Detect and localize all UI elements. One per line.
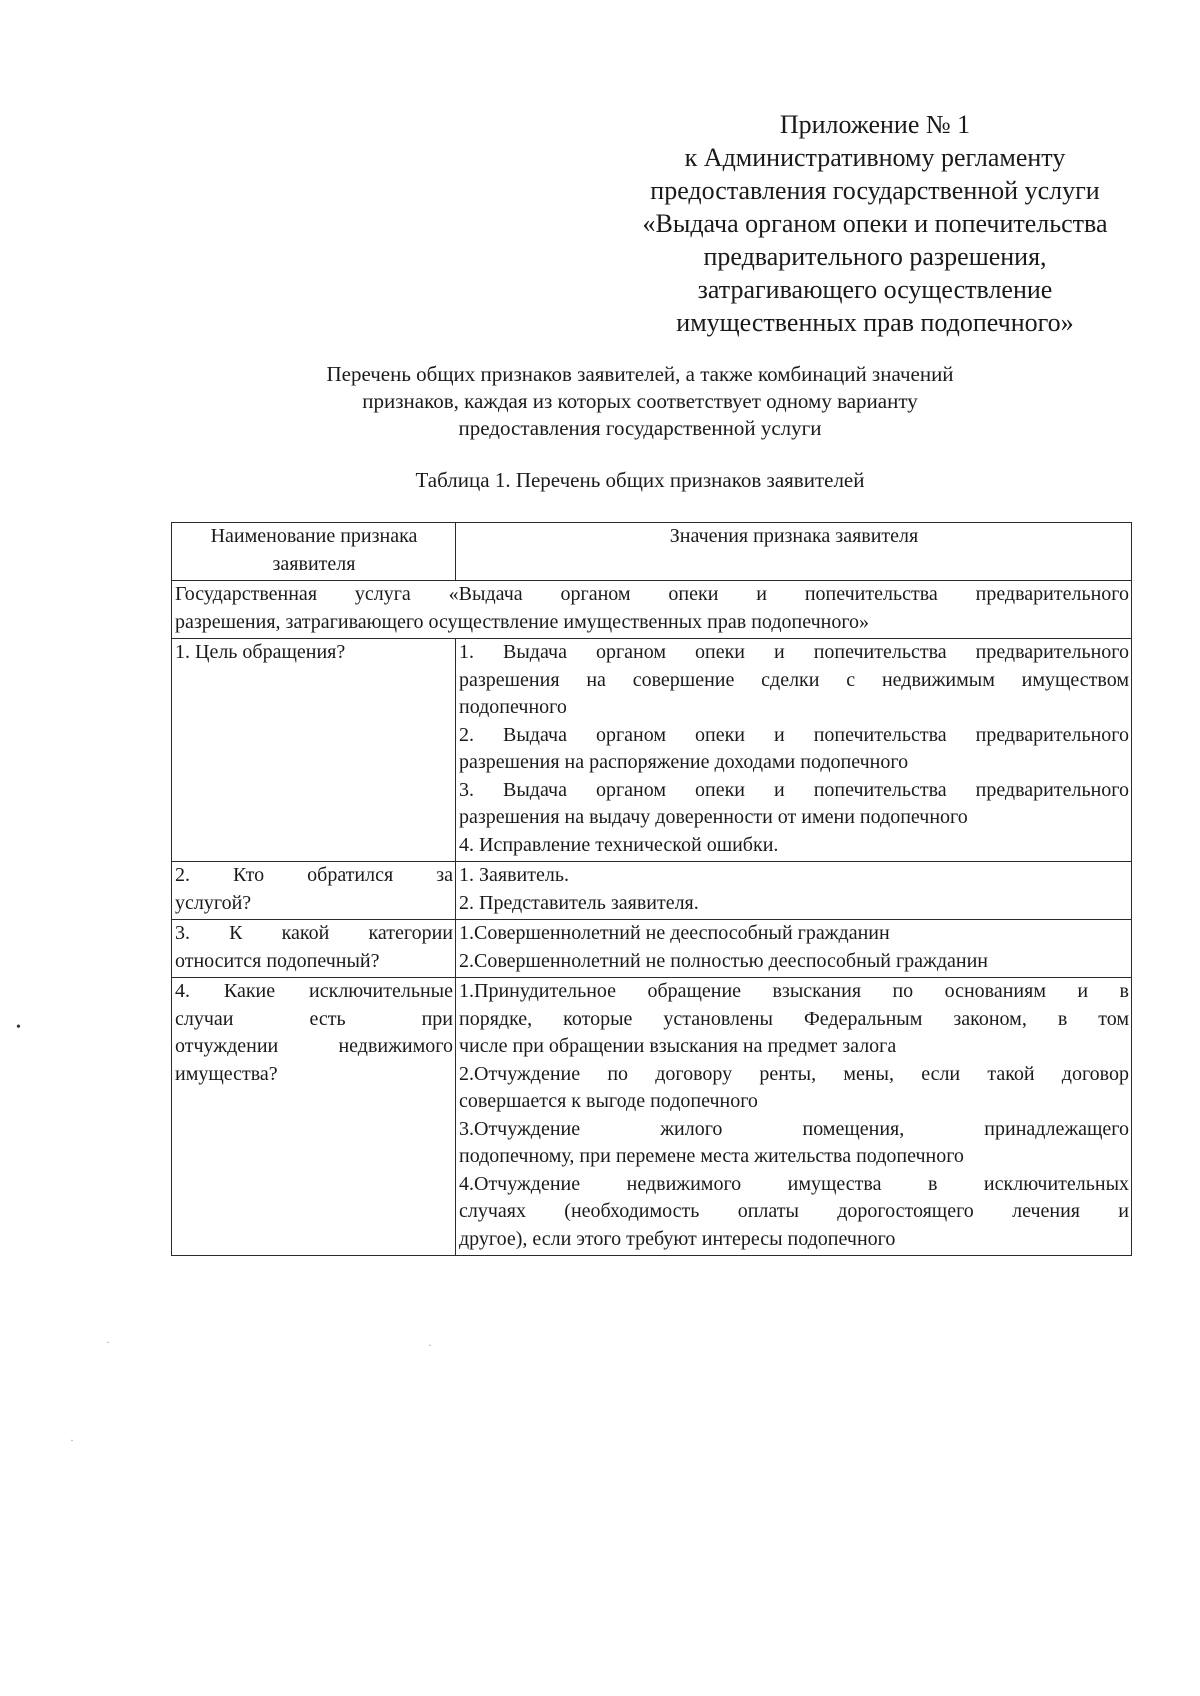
service-row: [172, 581, 1132, 639]
value-line: 1. Выдача органом опеки и попечительства предварительного: [459, 641, 1129, 663]
value-line: разрешения на распоряжение доходами подопечного: [459, 751, 909, 773]
value-line: 2.Отчуждение по договору ренты, мены, если такой договор: [459, 1062, 1129, 1085]
header-line: заявителя: [272, 552, 356, 575]
appendix-line: к Административному регламенту: [684, 143, 1066, 172]
attribute-name-cell: [172, 639, 456, 862]
table-row: [172, 920, 1132, 978]
name-line: 4. Какие исключительные: [175, 980, 453, 1002]
heading-line: признаков, каждая из которых соответствует одному варианту: [362, 389, 918, 413]
appendix-line: предоставления государственной услуги: [650, 176, 1100, 205]
appendix-line: предварительного разрешения,: [703, 242, 1047, 271]
header-cell-attribute-name: [172, 523, 456, 581]
scan-speck: ·: [106, 1335, 110, 1349]
appendix-line: затрагивающего осуществление: [697, 275, 1053, 304]
appendix-line: имущественных прав подопечного»: [676, 308, 1074, 337]
table-caption: Таблица 1. Перечень общих признаков заявителей: [415, 468, 865, 492]
appendix-header: [620, 108, 1130, 339]
table-header-row: [172, 523, 1132, 581]
value-line: подопечному, при перемене места жительства подопечного: [459, 1145, 964, 1167]
attribute-values-cell: [456, 862, 1132, 920]
service-line: разрешения, затрагивающего осуществление имущественных прав подопечного»: [175, 610, 870, 633]
name-line: случаи есть при: [175, 1007, 453, 1030]
table-row: [172, 639, 1132, 862]
attribute-values-cell: [456, 639, 1132, 862]
name-line: имущества?: [175, 1062, 278, 1085]
name-line: 2. Кто обратился за: [175, 864, 453, 886]
value-line: 3. Выдача органом опеки и попечительства предварительного: [459, 778, 1129, 801]
value-line: разрешения на совершение сделки с недвижимым имуществом: [459, 668, 1129, 691]
value-line: 4.Отчуждение недвижимого имущества в исключительных: [459, 1172, 1129, 1195]
document-heading: [240, 361, 1040, 442]
header-line: Наименование признака: [210, 525, 418, 547]
table-row: [172, 862, 1132, 920]
name-line: услугой?: [175, 891, 252, 914]
service-cell: [172, 581, 1132, 639]
name-line: 1. Цель обращения?: [175, 641, 346, 663]
name-line: 3. К какой категории: [175, 922, 453, 944]
value-line: 1.Совершеннолетний не дееспособный гражданин: [459, 922, 890, 944]
value-line: 2. Выдача органом опеки и попечительства предварительного: [459, 723, 1129, 746]
applicant-attributes-table: [171, 522, 1132, 1256]
heading-line: предоставления государственной услуги: [458, 416, 822, 440]
scan-speck: •: [16, 1020, 21, 1035]
value-line: другое), если этого требуют интересы подопечного: [459, 1227, 896, 1250]
service-line: Государственная услуга «Выдача органом опеки и попечительства предварительного: [175, 583, 1129, 605]
header-cell-attribute-values: Значения признака заявителя: [456, 523, 1132, 581]
scan-speck: ·: [428, 1338, 432, 1352]
attribute-name-cell: [172, 978, 456, 1256]
appendix-line: «Выдача органом опеки и попечительства: [642, 209, 1108, 238]
table-row: [172, 978, 1132, 1256]
value-line: 2.Совершеннолетний не полностью дееспособный гражданин: [459, 949, 989, 972]
attribute-values-cell: [456, 920, 1132, 978]
value-line: 1.Принудительное обращение взыскания по основаниям и в: [459, 980, 1129, 1002]
name-line: отчуждении недвижимого: [175, 1035, 453, 1057]
value-line: числе при обращении взыскания на предмет залога: [459, 1035, 897, 1057]
value-line: 1. Заявитель.: [459, 864, 569, 886]
value-line: порядке, которые установлены Федеральным законом, в том: [459, 1007, 1129, 1030]
value-line: 4. Исправление технической ошибки.: [459, 833, 779, 856]
heading-line: Перечень общих признаков заявителей, а также комбинаций значений: [326, 362, 954, 386]
value-line: подопечного: [459, 696, 567, 718]
value-line: 2. Представитель заявителя.: [459, 891, 699, 914]
appendix-line: Приложение № 1: [779, 110, 971, 139]
value-line: совершается к выгоде подопечного: [459, 1090, 758, 1112]
attribute-name-cell: [172, 862, 456, 920]
value-line: 3.Отчуждение жилого помещения, принадлежащего: [459, 1117, 1129, 1140]
value-line: разрешения на выдачу доверенности от имени подопечного: [459, 806, 968, 828]
value-line: случаях (необходимость оплаты дорогостоящего лечения и: [459, 1200, 1129, 1222]
attribute-values-cell: [456, 978, 1132, 1256]
attribute-name-cell: [172, 920, 456, 978]
scan-speck: ·: [70, 1433, 74, 1447]
name-line: относится подопечный?: [175, 949, 380, 972]
